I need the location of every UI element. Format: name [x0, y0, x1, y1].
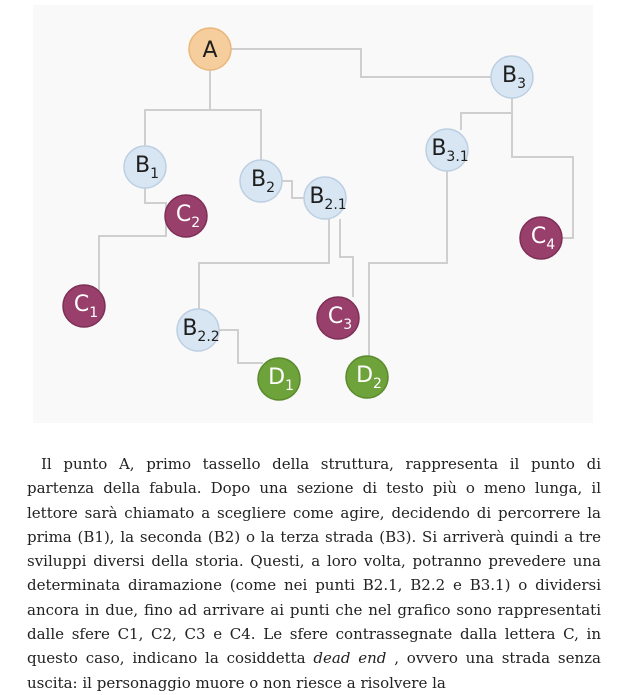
connector-line	[145, 188, 166, 216]
node-b2-1	[304, 177, 347, 219]
node-b2-2	[177, 309, 220, 351]
connector-line	[99, 216, 166, 291]
node-label: $D_1$	[268, 365, 294, 394]
node-c2	[165, 195, 207, 237]
node-label: $C_1$	[73, 292, 99, 321]
node-group	[63, 28, 562, 400]
connector-line	[231, 49, 491, 77]
node-c1	[63, 285, 105, 327]
node-c3	[317, 297, 359, 339]
connector-line	[199, 219, 329, 309]
connector-line	[282, 181, 304, 198]
dead-end-term: dead end	[313, 649, 387, 668]
node-label: $B_{2.2}$	[182, 316, 220, 345]
node-b1	[124, 146, 166, 188]
connector-line	[210, 110, 261, 160]
node-b3	[491, 56, 533, 98]
node-a	[189, 28, 231, 70]
story-tree-svg	[33, 5, 593, 423]
node-c4	[520, 217, 562, 259]
node-label: $C_4$	[530, 224, 556, 253]
paragraph-text-start: Il punto A, primo tassello della struttura, rappresenta il punto di partenza della fabula. Dopo una sezione di testo più o meno lunga, il lettore sarà chiamato a scegliere come agire, decidendo di percorrere la prima (B1), la seconda (B2) o la terza strada (B3). Si arriverà quindi a tre sviluppi diversi della storia. Questi, a loro volta, potranno prevedere una determinata diramazione (come nei punti B2.1, B2.2 e B3.1) o dividersi ancora in due, fino ad arrivare ai punti che nel grafico sono rappresentati dalle sfere C1, C2, C3 e C4. Le sfere contrassegnate dalla lettera C, in questo caso, indicano la cosiddetta	[27, 455, 601, 668]
connector-line	[217, 330, 263, 363]
node-label: $B_{2.1}$	[309, 184, 347, 213]
node-label: $C_3$	[327, 304, 353, 333]
connector-line	[461, 98, 512, 130]
paragraph-text-end: , ovvero una strada senza uscita: il personaggio muore o non riesce a risolvere la	[27, 649, 601, 692]
paragraph	[27, 452, 601, 695]
connector-line	[145, 70, 210, 146]
node-b2	[240, 160, 282, 202]
node-d2	[346, 356, 388, 398]
explanation-paragraph	[27, 452, 601, 695]
story-tree-diagram	[33, 5, 593, 423]
node-b3-1	[426, 129, 469, 171]
node-d1	[258, 358, 300, 400]
node-label: A	[202, 38, 218, 63]
node-label: $D_2$	[356, 363, 382, 392]
node-label: $B_1$	[134, 153, 160, 182]
node-label: $C_2$	[175, 202, 201, 231]
node-label: $B_2$	[250, 167, 276, 196]
connector-line	[369, 171, 447, 356]
node-label: $B_3$	[501, 63, 527, 92]
connector-line	[340, 219, 353, 297]
node-label: $B_{3.1}$	[431, 136, 469, 165]
